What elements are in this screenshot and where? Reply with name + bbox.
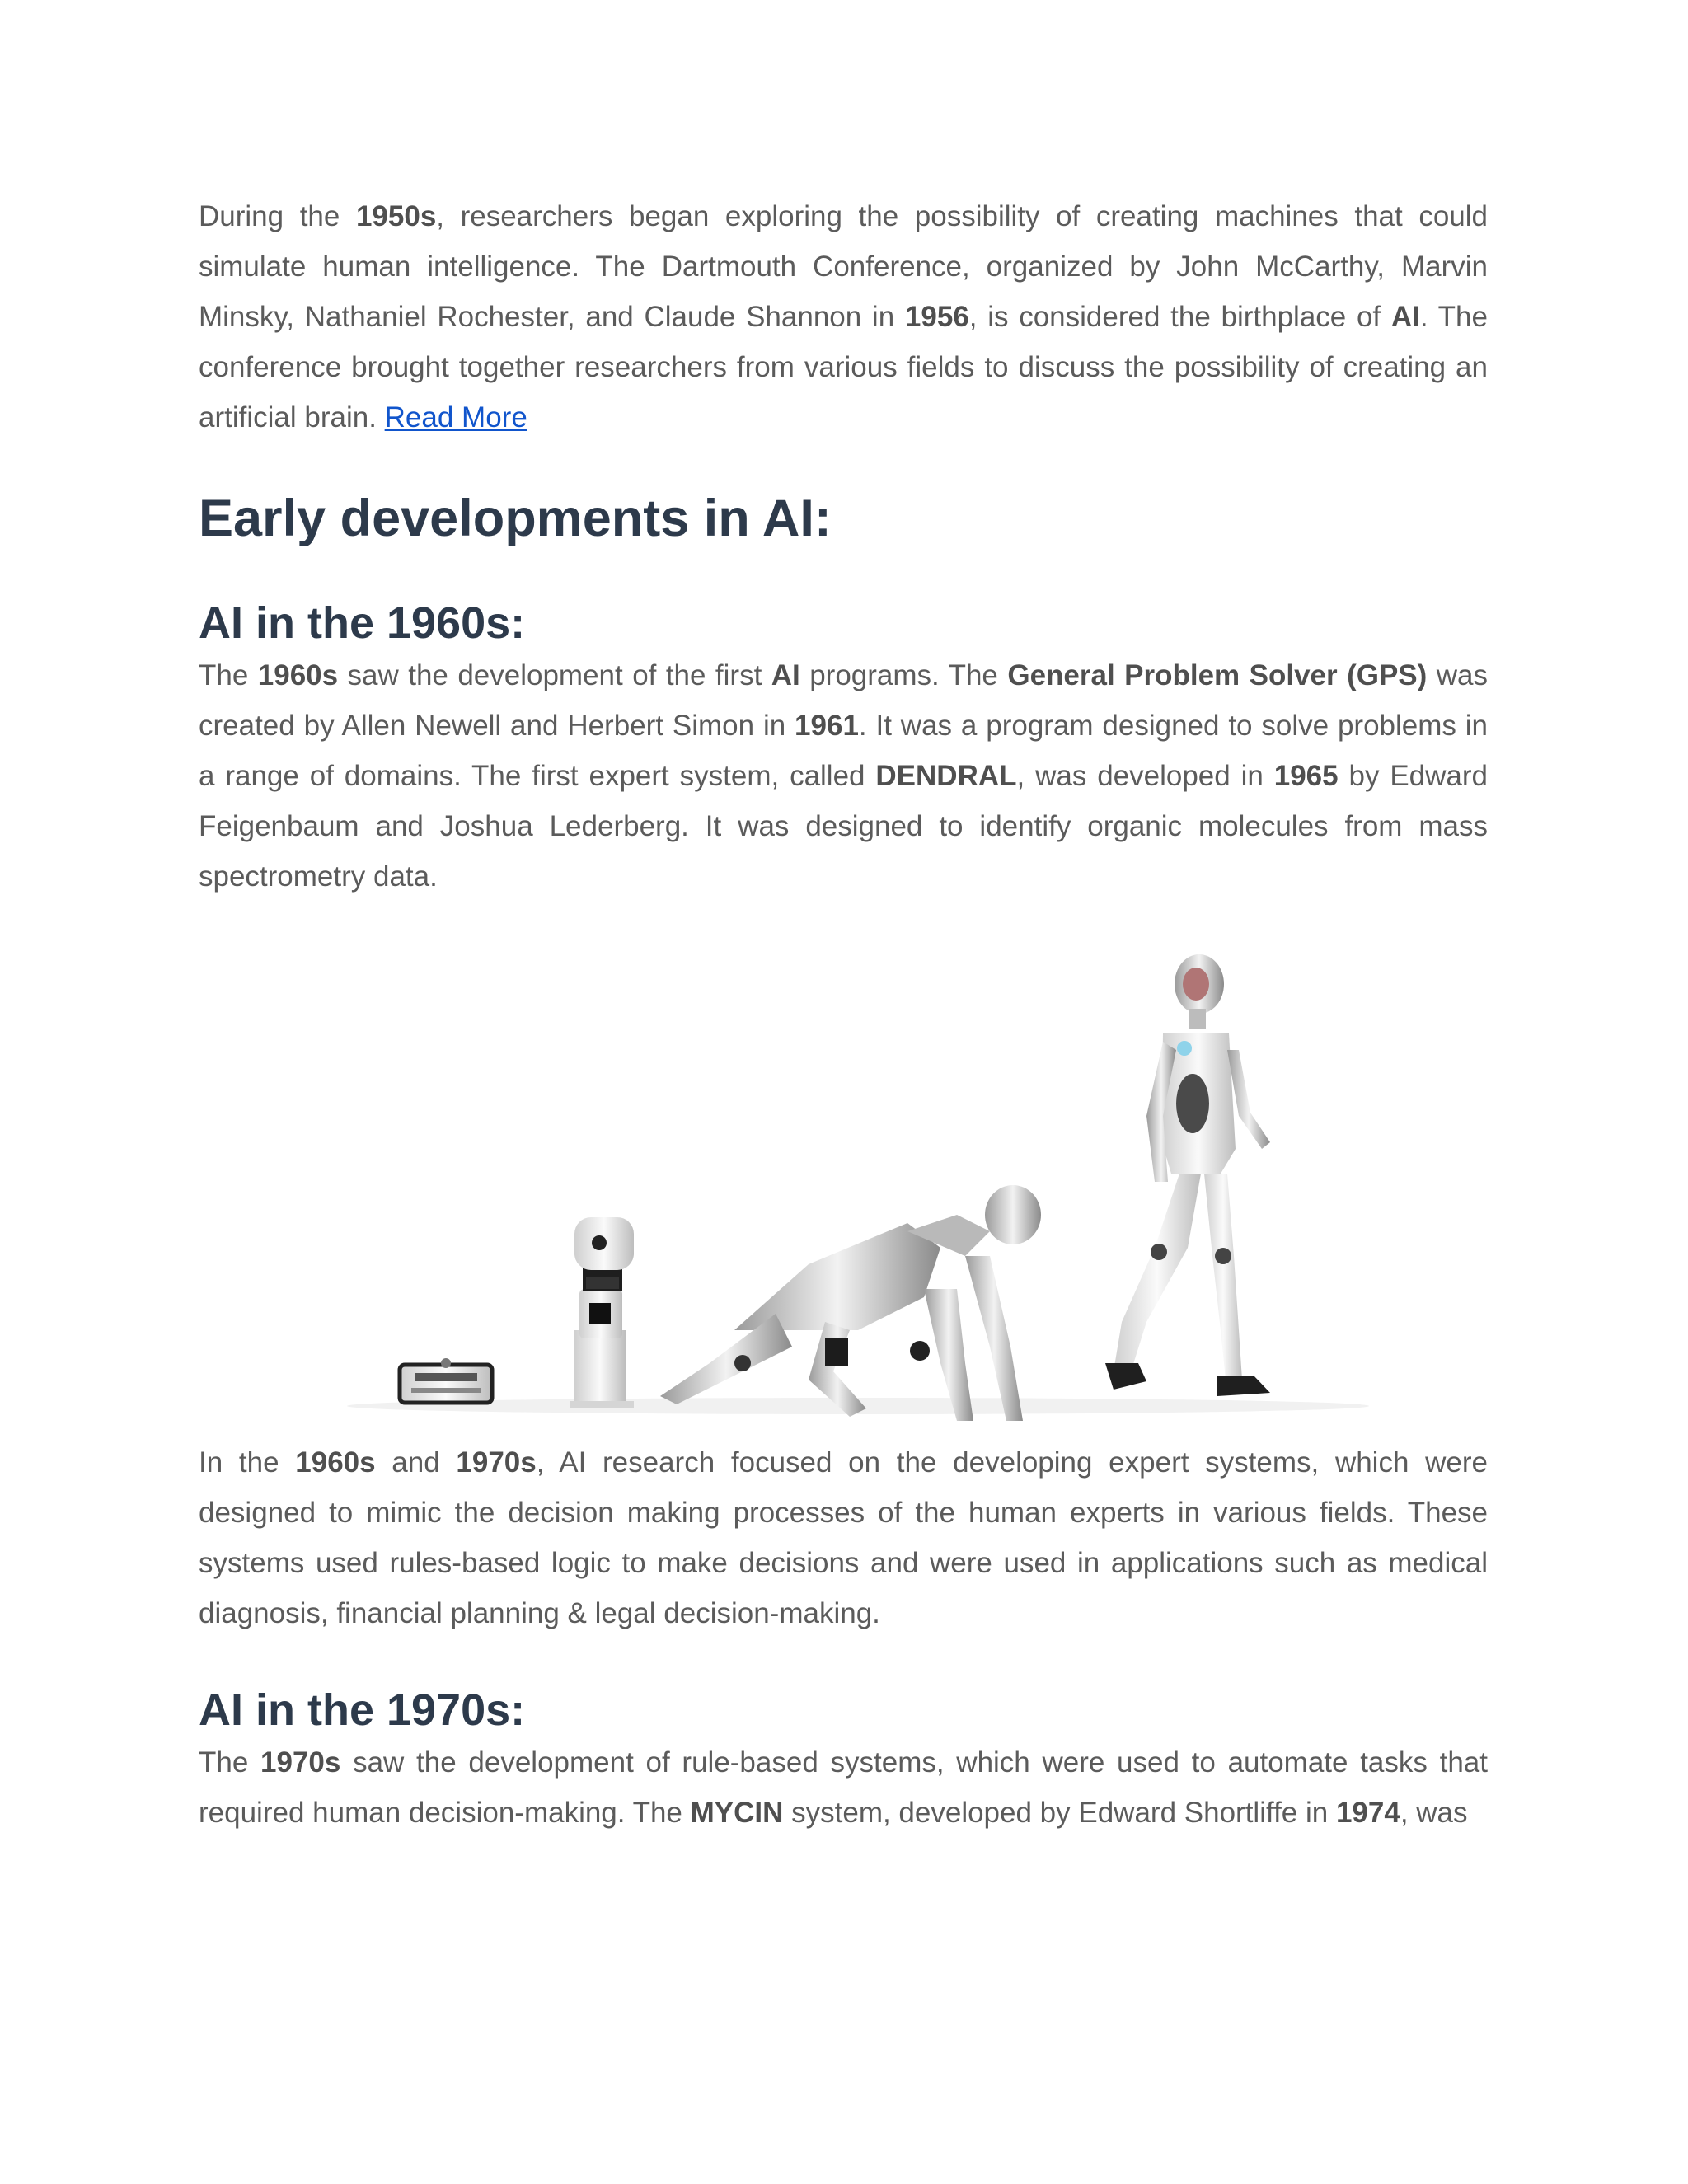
text: . The conference brought together researchers from various fields to discuss the possibility of creating an artificial brain. bbox=[199, 301, 1488, 434]
bold-text: MYCIN bbox=[690, 1797, 784, 1829]
bold-text: 1965 bbox=[1273, 760, 1339, 792]
text: During the bbox=[199, 200, 356, 232]
text: . It was a program designed to solve problems in a range of domains. The first expert system, called bbox=[199, 710, 1488, 792]
crawling-robot-icon bbox=[660, 1185, 1041, 1421]
paragraph-1960s bbox=[199, 650, 1488, 902]
bold-text: DENDRAL bbox=[875, 760, 1017, 792]
pillar-robot-icon bbox=[570, 1217, 634, 1408]
robot-evolution-icon bbox=[199, 902, 1488, 1437]
heading-ai-1970s: AI in the 1970s: bbox=[199, 1685, 526, 1735]
text: , researchers began exploring the possibility of creating machines that could simulate human intelligence. The Dartmouth Conference, organized by John McCarthy, Marvin Minsky, Nathaniel Rochester, and Claude Shannon in bbox=[199, 200, 1488, 333]
bold-text: AI bbox=[771, 659, 800, 691]
text: programs. The bbox=[799, 659, 1008, 691]
text: , was developed in bbox=[1016, 760, 1274, 792]
bold-text: AI bbox=[1390, 301, 1420, 333]
box-robot-icon bbox=[400, 1358, 492, 1403]
text: and bbox=[375, 1446, 457, 1479]
intro-paragraph bbox=[199, 191, 1488, 443]
text: system, developed by Edward Shortliffe in bbox=[783, 1797, 1336, 1829]
bold-text: 1970s bbox=[260, 1746, 341, 1779]
text: by Edward Feigenbaum and Joshua Lederberg. It was designed to identify organic molecules from mass spectrometry data. bbox=[199, 760, 1488, 893]
text: , is considered the birthplace of bbox=[968, 301, 1391, 333]
read-more-link[interactable]: Read More bbox=[384, 401, 528, 434]
robot-evolution-figure bbox=[199, 902, 1488, 1437]
bold-text: 1970s bbox=[456, 1446, 537, 1479]
bold-text: 1950s bbox=[355, 200, 437, 232]
text: The bbox=[199, 659, 258, 691]
paragraph-1970s bbox=[199, 1737, 1488, 1838]
text: was created by Allen Newell and Herbert Simon in bbox=[199, 659, 1488, 742]
article-content bbox=[199, 191, 1488, 1838]
text: In the bbox=[199, 1446, 296, 1479]
bold-text: General Problem Solver (GPS) bbox=[1007, 659, 1428, 691]
bold-text: 1960s bbox=[257, 659, 339, 691]
heading-early-developments: Early developments in AI: bbox=[199, 490, 832, 547]
paragraph-1960s-1970s bbox=[199, 1437, 1488, 1638]
text: saw the development of rule-based systems, which were used to automate tasks that required human decision-making. The bbox=[199, 1746, 1488, 1829]
bold-text: 1960s bbox=[295, 1446, 376, 1479]
bold-text: 1961 bbox=[795, 710, 859, 742]
text: saw the development of the first bbox=[338, 659, 771, 691]
bold-text: 1956 bbox=[904, 301, 969, 333]
text: , was bbox=[1400, 1797, 1468, 1829]
walking-humanoid-icon bbox=[1105, 954, 1270, 1396]
heading-ai-1960s: AI in the 1960s: bbox=[199, 598, 526, 648]
bold-text: 1974 bbox=[1335, 1797, 1400, 1829]
text: The bbox=[199, 1746, 261, 1779]
text: , AI research focused on the developing expert systems, which were designed to mimic the decision making processes of the human experts in various fields. These systems used rules-based logic to make decisions and were used in applications such as medical diagnosis, financial planning & legal decision-making. bbox=[199, 1446, 1488, 1629]
